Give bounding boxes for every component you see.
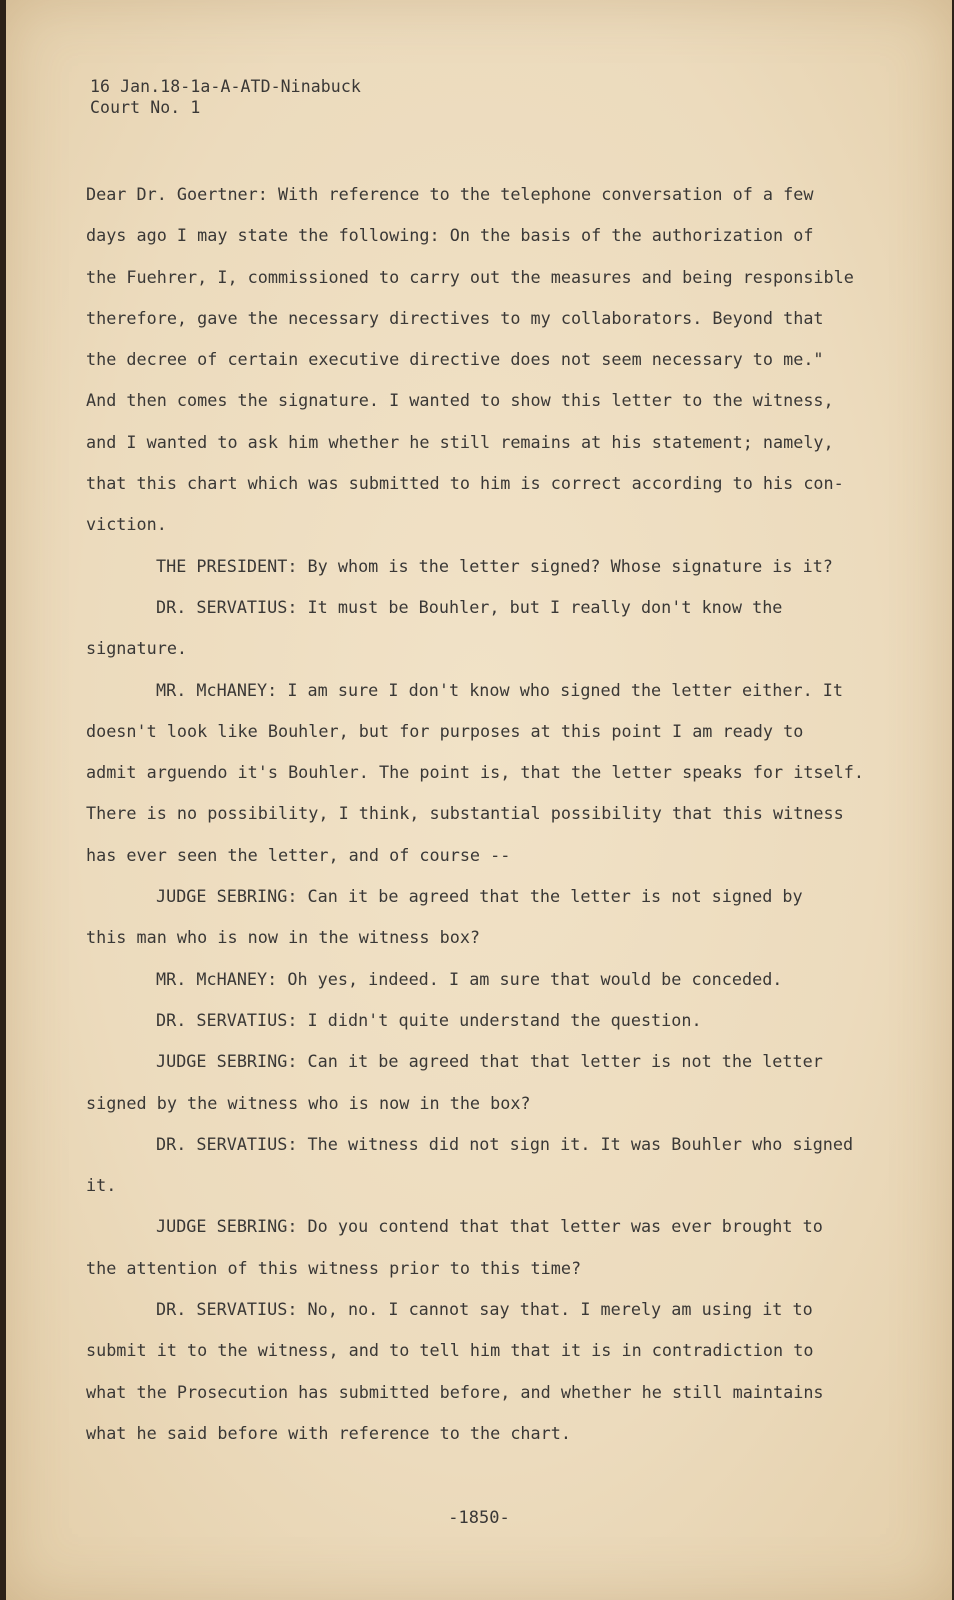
transcript-line: therefore, gave the necessary directives to my collaborators. Beyond that bbox=[86, 307, 824, 328]
transcript-line: the attention of this witness prior to this time? bbox=[86, 1257, 582, 1278]
transcript-line: days ago I may state the following: On the basis of the authorization of bbox=[86, 225, 814, 246]
transcript-line: signature. bbox=[86, 638, 188, 659]
transcript-line: submit it to the witness, and to tell him that it is in contradiction to bbox=[86, 1340, 814, 1361]
speaker-line: JUDGE SEBRING: Can it be agreed that that letter is not the letter bbox=[156, 1051, 823, 1072]
document-page bbox=[6, 0, 952, 1600]
speaker-line: MR. McHANEY: I am sure I don't know who signed the letter either. It bbox=[156, 679, 844, 700]
transcript-line: this man who is now in the witness box? bbox=[86, 927, 481, 948]
speaker-line: DR. SERVATIUS: The witness did not sign it. It was Bouhler who signed bbox=[156, 1133, 854, 1154]
transcript-line: has ever seen the letter, and of course -- bbox=[86, 844, 511, 865]
speaker-line: MR. McHANEY: Oh yes, indeed. I am sure that would be conceded. bbox=[156, 968, 783, 989]
header-court: Court No. 1 bbox=[90, 98, 201, 117]
transcript-line: signed by the witness who is now in the box? bbox=[86, 1092, 531, 1113]
speaker-line: DR. SERVATIUS: It must be Bouhler, but I really don't know the bbox=[156, 596, 783, 617]
transcript-line: Dear Dr. Goertner: With reference to the telephone conversation of a few bbox=[86, 184, 814, 204]
transcript-line: There is no possibility, I think, substantial possibility that this witness bbox=[86, 803, 844, 824]
speaker-line: DR. SERVATIUS: I didn't quite understand the question. bbox=[156, 1009, 702, 1030]
transcript-body bbox=[86, 174, 876, 1454]
transcript-line: admit arguendo it's Bouhler. The point is, that the letter speaks for itself. bbox=[86, 762, 864, 783]
transcript-line: it. bbox=[86, 1175, 117, 1196]
speaker-line: DR. SERVATIUS: No, no. I cannot say that. I merely am using it to bbox=[156, 1299, 813, 1320]
transcript-line: what the Prosecution has submitted before, and whether he still maintains bbox=[86, 1381, 824, 1402]
transcript-line: and I wanted to ask him whether he still remains at his statement; namely, bbox=[86, 431, 834, 452]
transcript-line: viction. bbox=[86, 514, 167, 535]
transcript-line: And then comes the signature. I wanted to show this letter to the witness, bbox=[86, 390, 834, 411]
transcript-line: that this chart which was submitted to him is correct according to his con- bbox=[86, 473, 844, 494]
transcript-line: doesn't look like Bouhler, but for purposes at this point I am ready to bbox=[86, 720, 804, 741]
transcript-line: the Fuehrer, I, commissioned to carry out the measures and being responsible bbox=[86, 266, 854, 287]
speaker-line: JUDGE SEBRING: Do you contend that that letter was ever brought to bbox=[156, 1216, 823, 1237]
transcript-line: the decree of certain executive directive does not seem necessary to me." bbox=[86, 349, 824, 370]
page-number: -1850- bbox=[448, 1508, 510, 1528]
speaker-line: JUDGE SEBRING: Can it be agreed that the letter is not signed by bbox=[156, 886, 803, 907]
header-reference: 16 Jan.18-1a-A-ATD-Ninabuck bbox=[90, 77, 361, 96]
transcript-line: what he said before with reference to the chart. bbox=[86, 1422, 571, 1443]
speaker-line: THE PRESIDENT: By whom is the letter signed? Whose signature is it? bbox=[156, 555, 833, 576]
